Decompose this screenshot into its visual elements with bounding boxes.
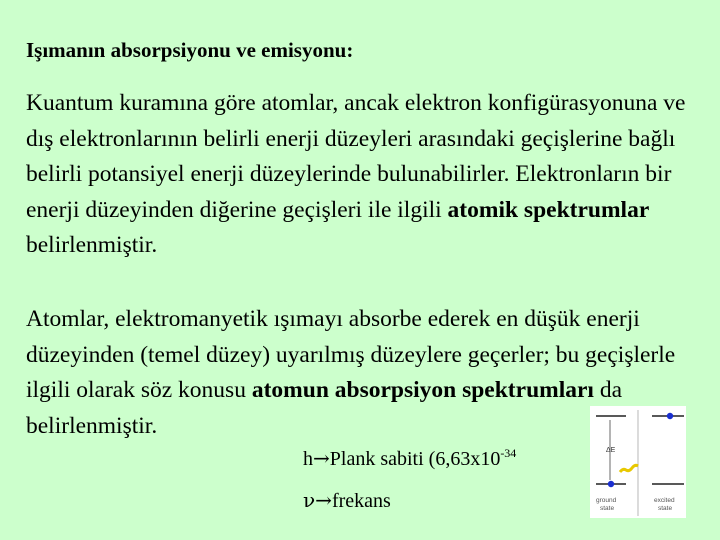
ground-state-label-1: ground	[596, 497, 617, 504]
frequency-description: frekans	[331, 490, 391, 512]
photon-icon	[620, 465, 638, 472]
ground-electron-icon	[608, 481, 614, 487]
excited-electron-icon	[667, 413, 673, 419]
frequency-definition	[303, 488, 391, 513]
bold-term-absorption-spectra: atomun absorpsiyon spektrumları	[251, 377, 594, 404]
paragraph-text: Atomlar, elektromanyetik ışımayı absorbe ederek en düşük enerji düzeyinden (temel düzey) uyarılmış düzeylere geçerler; bu geçişlerle ilgili olarak söz konusu	[26, 306, 676, 404]
planck-constant-definition	[303, 446, 516, 471]
paragraph-text: da belirlenmiştir.	[26, 377, 623, 439]
paragraph-text: Kuantum kuramına göre atomlar, ancak elektron konfigürasyonuna ve dış elektronlarının belirli enerji düzeyleri arasındaki geçişlerine bağlı belirli potansiyel enerji düzeylerinde bulunabilirler. Elektronların bir enerji düzeyinden diğerine geçişleri ile ilgili	[26, 90, 686, 223]
paragraph-text: belirlenmiştir.	[26, 232, 158, 259]
nu-symbol: ν	[303, 488, 316, 512]
excited-state-label-2: state	[658, 505, 673, 512]
ground-state-label-2: state	[600, 505, 615, 512]
slide-title: Işımanın absorpsiyonu ve emisyonu:	[26, 38, 354, 62]
paragraph-atomic-spectra	[26, 86, 698, 264]
energy-level-diagram	[590, 406, 686, 518]
delta-e-label: ΔE	[606, 447, 616, 454]
planck-exponent: -34	[500, 446, 517, 460]
energy-level-svg	[590, 406, 686, 518]
arrow-icon: →	[313, 446, 330, 470]
planck-symbol: h	[303, 448, 313, 470]
excited-state-label-1: excited	[654, 497, 675, 504]
arrow-icon: →	[315, 488, 332, 512]
planck-description: Plank sabiti (6,63x10	[329, 448, 501, 470]
bold-term-atomic-spectra: atomik spektrumlar	[447, 196, 650, 223]
